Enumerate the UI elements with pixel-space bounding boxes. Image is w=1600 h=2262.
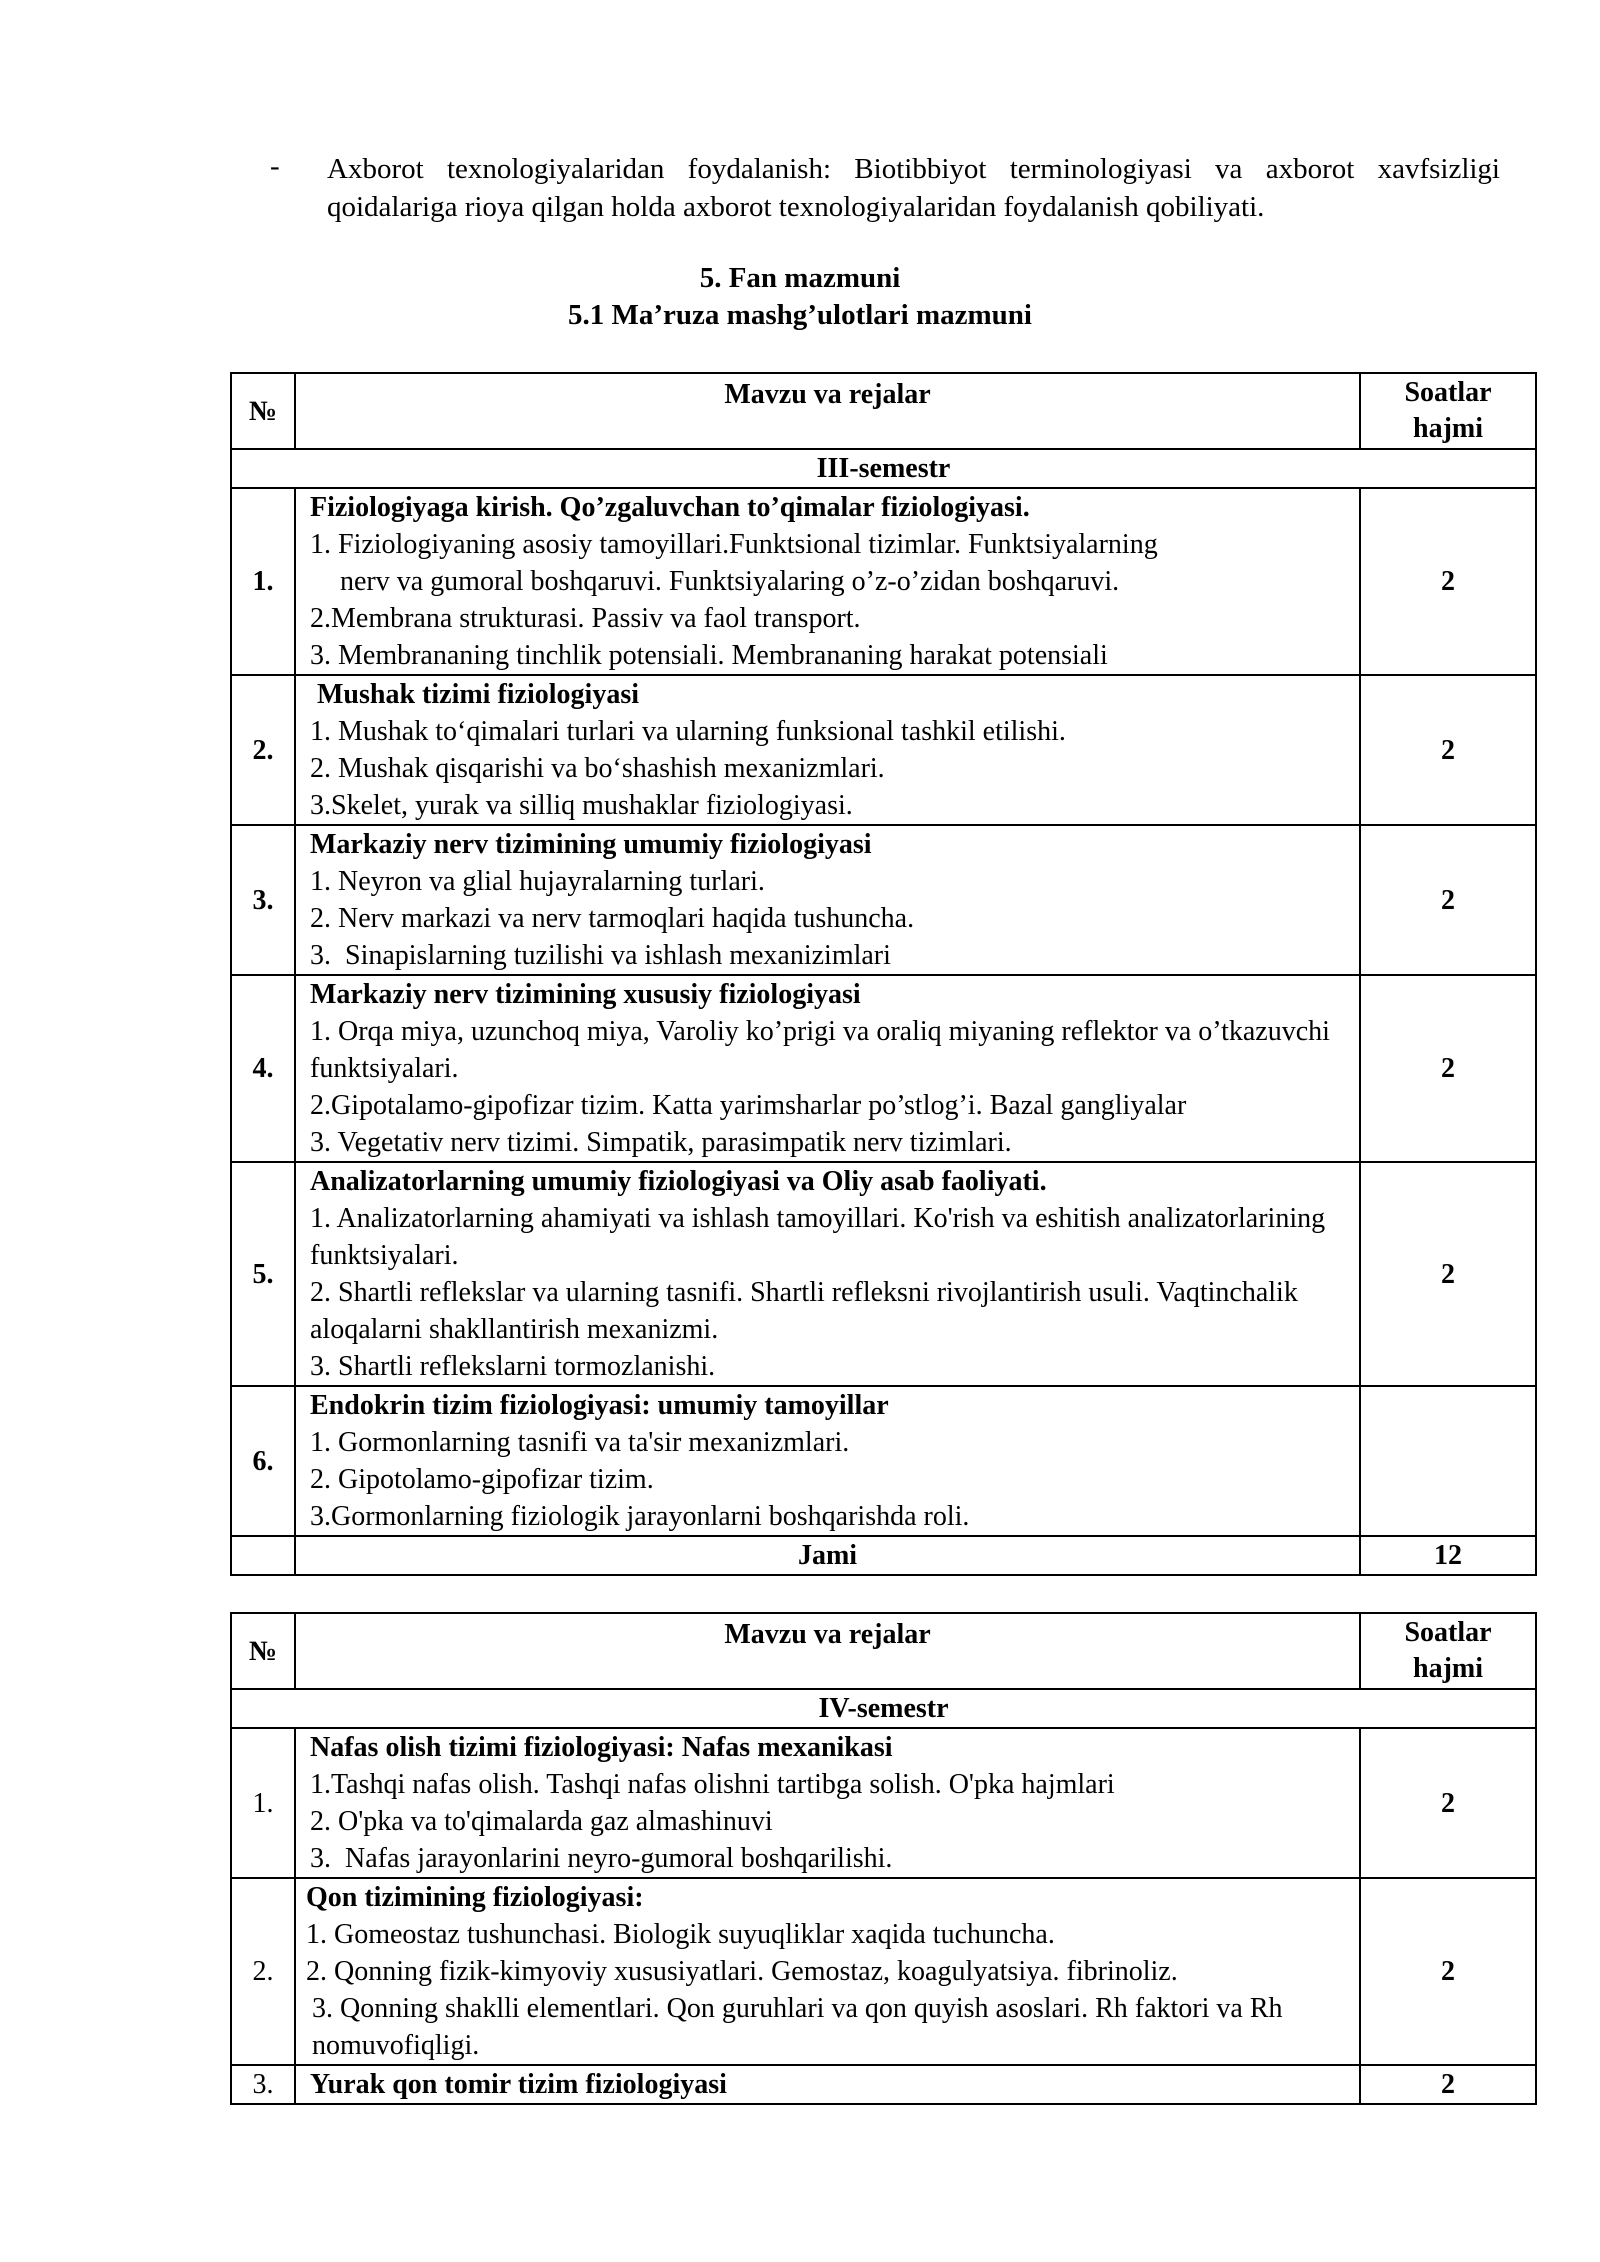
intro-bullet (270, 150, 1500, 226)
topic-item: 3.Gormonlarning fiziologik jarayonlarni boshqarishda roli. (310, 1501, 970, 1532)
row-content (295, 1162, 1360, 1386)
topic-item: 2. Nerv markazi va nerv tarmoqlari haqida tushuncha. (310, 903, 915, 934)
topic-title: Markaziy nerv tizimining umumiy fiziologiyasi (310, 829, 872, 860)
lecture-table-semester-3 (230, 372, 1537, 1576)
table-row (231, 2065, 1536, 2104)
topic-item: 1. Analizatorlarning ahamiyati va ishlash tamoyillari. Ko'rish va eshitish analizatorlarining funktsiyalari. (310, 1203, 1326, 1271)
table-row (231, 1878, 1536, 2065)
topic-item: 3. Vegetativ nerv tizimi. Simpatik, parasimpatik nerv tizimlari. (310, 1127, 1012, 1158)
topic-title: Qon tizimining fiziologiyasi: (306, 1882, 644, 1913)
row-number: 1. (231, 1728, 295, 1878)
row-number: 2. (231, 675, 295, 825)
table-row (231, 675, 1536, 825)
topic-item: 3. Sinapislarning tuzilishi va ishlash mexanizimlari (310, 940, 891, 971)
header-number: № (231, 1613, 295, 1689)
topic-item: nerv va gumoral boshqaruvi. Funktsiyalaring o’z-o’zidan boshqaruvi. (340, 566, 1120, 597)
row-content (295, 975, 1360, 1162)
section-title: 5. Fan mazmuni (699, 262, 901, 294)
semester-label: III-semestr (231, 449, 1536, 488)
topic-item: 3.Skelet, yurak va silliq mushaklar fiziologiyasi. (310, 790, 853, 821)
row-hours: 2 (1360, 825, 1536, 975)
total-label: Jami (295, 1536, 1360, 1575)
table-row (231, 975, 1536, 1162)
semester-label: IV-semestr (231, 1689, 1536, 1728)
total-row (231, 1536, 1536, 1575)
row-hours: 2 (1360, 1162, 1536, 1386)
topic-item: 1. Neyron va glial hujayralarning turlari. (310, 866, 765, 897)
row-hours: 2 (1360, 2065, 1536, 2104)
row-number: 2. (231, 1878, 295, 2065)
header-topic: Mavzu va rejalar (295, 1613, 1360, 1689)
table-row (231, 825, 1536, 975)
row-content (295, 1728, 1360, 1878)
topic-title: Yurak qon tomir tizim fiziologiyasi (310, 2069, 727, 2100)
topic-item: 3. Qonning shaklli elementlari. Qon guruhlari va qon quyish asoslari. Rh faktori va Rh nomuvofiqligi. (312, 1993, 1283, 2061)
row-hours: 2 (1360, 488, 1536, 675)
row-content (295, 825, 1360, 975)
table-row (231, 1162, 1536, 1386)
topic-item: 1.Tashqi nafas olish. Tashqi nafas olishni tartibga solish. O'pka hajmlari (310, 1769, 1115, 1800)
topic-item: 3. Membrananing tinchlik potensiali. Membrananing harakat potensiali (310, 640, 1108, 671)
topic-item: 1. Gormonlarning tasnifi va ta'sir mexanizmlari. (310, 1427, 850, 1458)
topic-item: 2. Shartli reflekslar va ularning tasnifi. Shartli refleksni rivojlantirish usuli. Vaqtinchalik aloqalarni shakllantirish mexanizmi. (310, 1277, 1298, 1345)
table-row (231, 1386, 1536, 1536)
row-content (295, 1386, 1360, 1536)
bullet-dash: - (270, 150, 280, 182)
row-hours: 2 (1360, 1728, 1536, 1878)
header-topic: Mavzu va rejalar (295, 373, 1360, 449)
topic-item: 3. Shartli reflekslarni tormozlanishi. (310, 1351, 716, 1382)
row-number: 6. (231, 1386, 295, 1536)
row-content (295, 675, 1360, 825)
table-header-row (231, 1613, 1536, 1689)
topic-item: 2. Gipotolamo-gipofizar tizim. (310, 1464, 654, 1495)
topic-title: Fiziologiyaga kirish. Qo’zgaluvchan to’qimalar fiziologiyasi. (310, 492, 1030, 523)
topic-title: Nafas olish tizimi fiziologiyasi: Nafas mexanikasi (310, 1732, 893, 1763)
topic-item: 2. O'pka va to'qimalarda gaz almashinuvi (310, 1806, 773, 1837)
total-empty-cell (231, 1536, 295, 1575)
topic-item: 1. Gomeostaz tushunchasi. Biologik suyuqliklar xaqida tuchuncha. (306, 1919, 1055, 1950)
header-hours: Soatlar hajmi (1360, 373, 1536, 449)
semester-row (231, 449, 1536, 488)
topic-title: Endokrin tizim fiziologiyasi: umumiy tamoyillar (310, 1390, 889, 1421)
row-number: 1. (231, 488, 295, 675)
table-row (231, 1728, 1536, 1878)
subsection-title: 5.1 Ma’ruza mashg’ulotlari mazmuni (568, 299, 1032, 331)
topic-item: 2. Qonning fizik-kimyoviy xususiyatlari. Gemostaz, koagulyatsiya. fibrinoliz. (306, 1956, 1178, 1987)
row-number: 5. (231, 1162, 295, 1386)
topic-title: Mushak tizimi fiziologiyasi (310, 679, 639, 710)
topic-item: 2.Gipotalamo-gipofizar tizim. Katta yarimsharlar po’stlog’i. Bazal gangliyalar (310, 1090, 1187, 1121)
intro-text: Axborot texnologiyalaridan foydalanish: Biotibbiyot terminologiyasi va axborot xavfsizligi qoidalariga rioya qilgan holda axborot texnologiyalaridan foydalanish qobiliyati. (327, 153, 1500, 223)
row-content (295, 488, 1360, 675)
row-hours: 2 (1360, 975, 1536, 1162)
topic-item: 2.Membrana strukturasi. Passiv va faol transport. (310, 603, 861, 634)
row-hours: 2 (1360, 675, 1536, 825)
topic-title: Analizatorlarning umumiy fiziologiyasi va Oliy asab faoliyati. (310, 1166, 1047, 1197)
row-number: 4. (231, 975, 295, 1162)
total-hours: 12 (1360, 1536, 1536, 1575)
semester-row (231, 1689, 1536, 1728)
topic-item: 1. Orqa miya, uzunchoq miya, Varoliy ko’prigi va oraliq miyaning reflektor va o’tkazuvchi funktsiyalari. (310, 1016, 1330, 1084)
header-number: № (231, 373, 295, 449)
header-hours: Soatlar hajmi (1360, 1613, 1536, 1689)
topic-item: 3. Nafas jarayonlarini neyro-gumoral boshqarilishi. (310, 1843, 893, 1874)
row-content (295, 1878, 1360, 2065)
topic-item: 2. Mushak qisqarishi va bo‘shashish mexanizmlari. (310, 753, 885, 784)
row-hours: 2 (1360, 1878, 1536, 2065)
table-row (231, 488, 1536, 675)
topic-item: 1. Mushak to‘qimalari turlari va ularning funksional tashkil etilishi. (310, 716, 1066, 747)
row-number: 3. (231, 825, 295, 975)
table-header-row (231, 373, 1536, 449)
topic-title: Markaziy nerv tizimining xususiy fiziologiyasi (310, 979, 861, 1010)
row-content (295, 2065, 1360, 2104)
lecture-table-semester-4 (230, 1612, 1537, 2105)
row-hours (1360, 1386, 1536, 1536)
row-number: 3. (231, 2065, 295, 2104)
topic-item: 1. Fiziologiyaning asosiy tamoyillari.Funktsional tizimlar. Funktsiyalarning (310, 529, 1158, 560)
